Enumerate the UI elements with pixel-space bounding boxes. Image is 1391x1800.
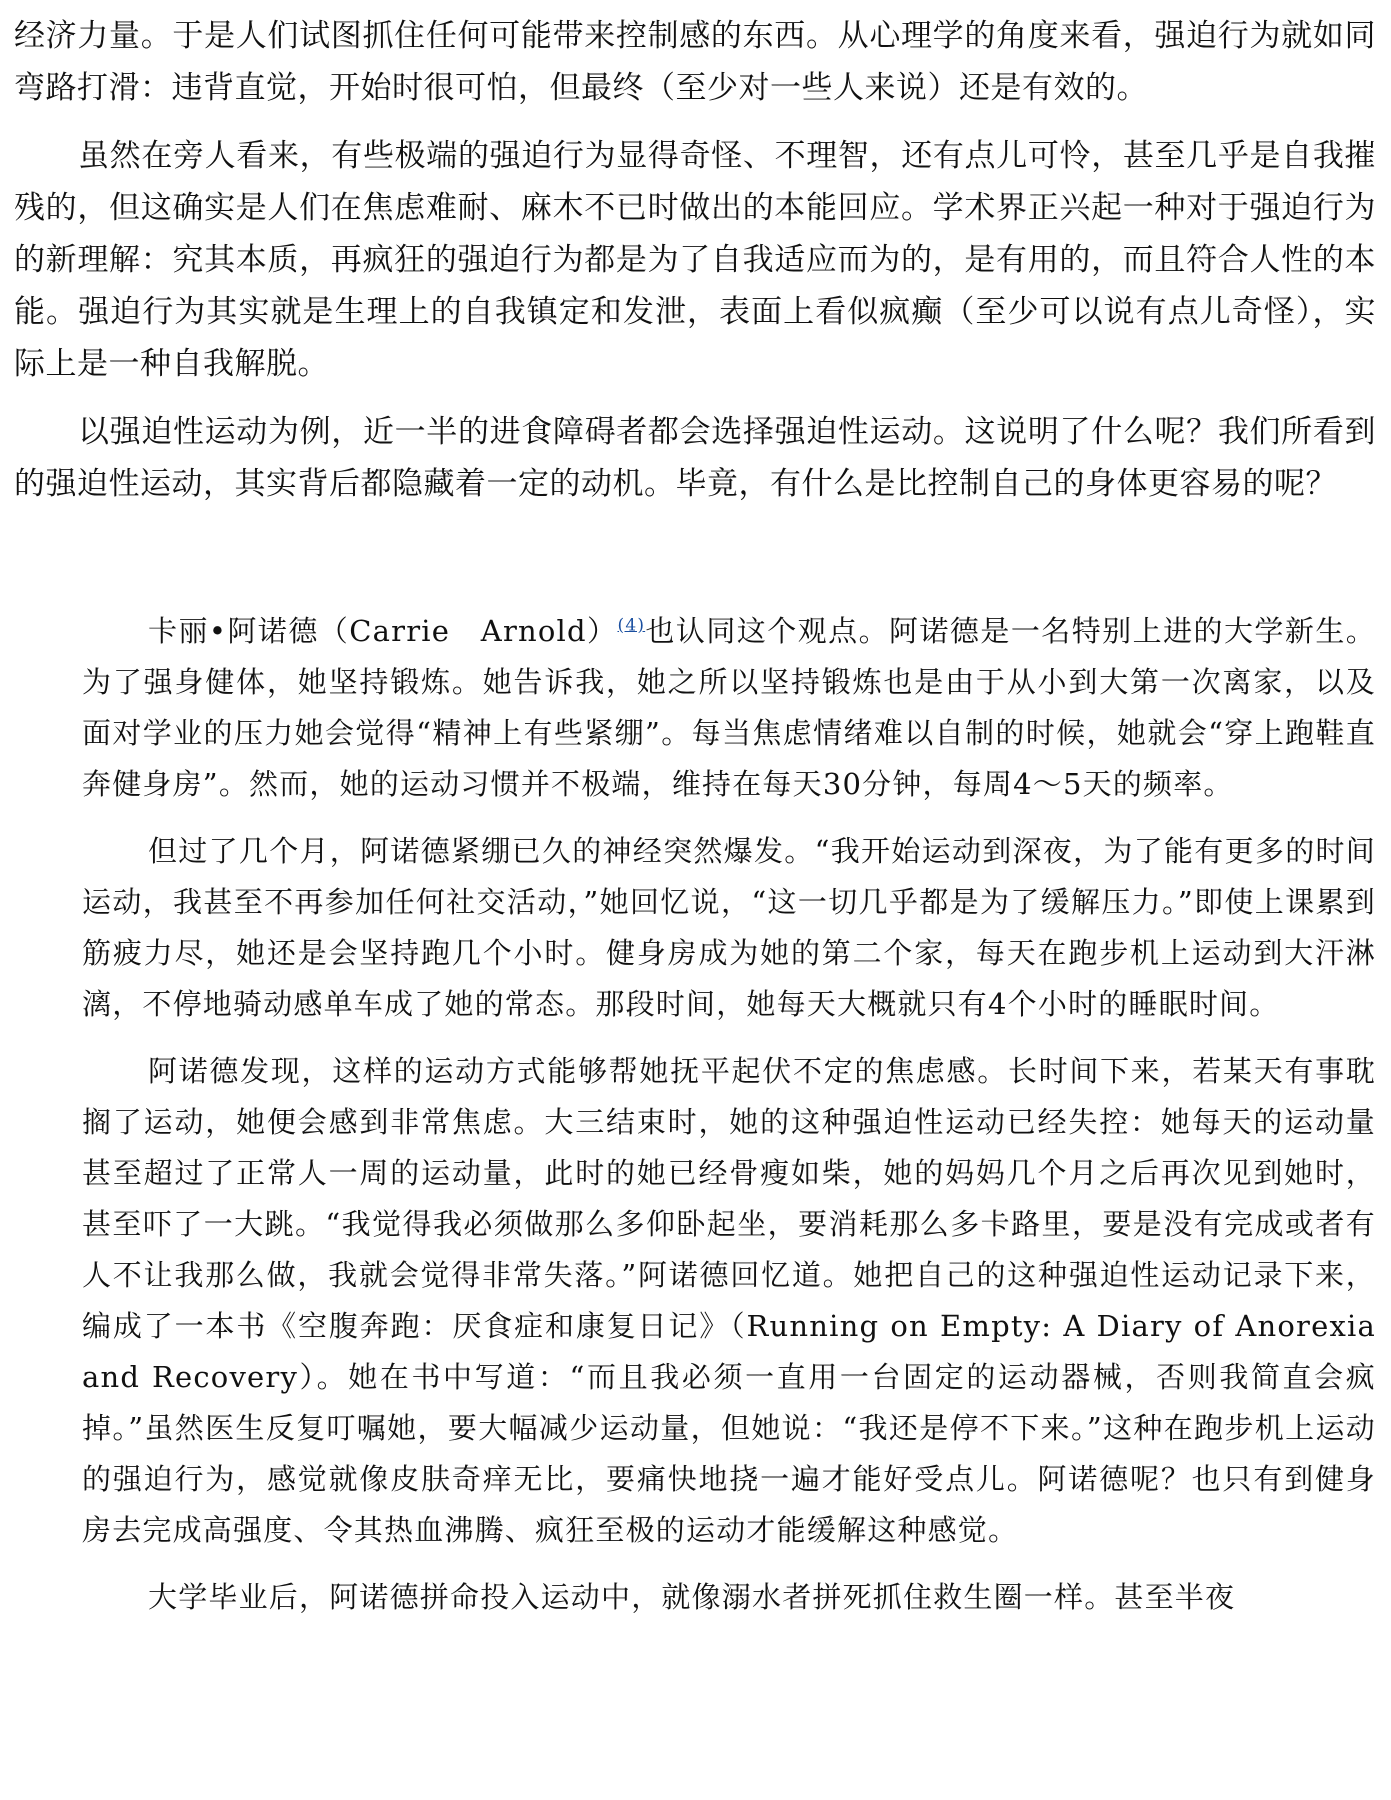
paragraph: 经济力量。于是人们试图抓住任何可能带来控制感的东西。从心理学的角度来看，强迫行为就如同弯路打滑：违背直觉，开始时很可怕，但最终（至少对一些人来说）还是有效的。 bbox=[14, 18, 1376, 106]
quote-paragraph bbox=[82, 606, 1376, 810]
paragraph: 以强迫性运动为例，近一半的进食障碍者都会选择强迫性运动。这说明了什么呢？我们所看到的强迫性运动，其实背后都隐藏着一定的动机。毕竟，有什么是比控制自己的身体更容易的呢？ bbox=[14, 414, 1376, 502]
quote-text: 卡丽•阿诺德（Carrie Arnold） bbox=[148, 614, 618, 648]
body-text bbox=[14, 10, 1376, 526]
footnote-link[interactable]: (4) bbox=[617, 615, 646, 636]
quote-paragraph: 但过了几个月，阿诺德紧绷已久的神经突然爆发。“我开始运动到深夜，为了能有更多的时间运动，我甚至不再参加任何社交活动，”她回忆说，“这一切几乎都是为了缓解压力。”即使上课累到筋疲力尽，她还是会坚持跑几个小时。健身房成为她的第二个家，每天在跑步机上运动到大汗淋漓，不停地骑动感单车成了她的常态。那段时间，她每天大概就只有4个小时的睡眠时间。 bbox=[82, 834, 1376, 1021]
quote-text: 也认同这个观点。阿诺德是一名特别上进的大学新生。为了强身健体，她坚持锻炼。她告诉我，她之所以坚持锻炼也是由于从小到大第一次离家，以及面对学业的压力她会觉得“精神上有些紧绷”。每当焦虑情绪难以自制的时候，她就会“穿上跑鞋直奔健身房”。然而，她的运动习惯并不极端，维持在每天30分钟，每周4～5天的频率。 bbox=[82, 614, 1376, 801]
paragraph: 虽然在旁人看来，有些极端的强迫行为显得奇怪、不理智，还有点儿可怜，甚至几乎是自我摧残的，但这确实是人们在焦虑难耐、麻木不已时做出的本能回应。学术界正兴起一种对于强迫行为的新理解：究其本质，再疯狂的强迫行为都是为了自我适应而为的，是有用的，而且符合人性的本能。强迫行为其实就是生理上的自我镇定和发泄，表面上看似疯癫（至少可以说有点儿奇怪），实际上是一种自我解脱。 bbox=[14, 138, 1376, 382]
quote-paragraph: 阿诺德发现，这样的运动方式能够帮她抚平起伏不定的焦虑感。长时间下来，若某天有事耽搁了运动，她便会感到非常焦虑。大三结束时，她的这种强迫性运动已经失控：她每天的运动量甚至超过了正常人一周的运动量，此时的她已经骨瘦如柴，她的妈妈几个月之后再次见到她时，甚至吓了一大跳。“我觉得我必须做那么多仰卧起坐，要消耗那么多卡路里，要是没有完成或者有人不让我那么做，我就会觉得非常失落。”阿诺德回忆道。她把自己的这种强迫性运动记录下来，编成了一本书《空腹奔跑：厌食症和康复日记》（Running on Empty: A Diary of Anorexia and Recovery）。她在书中写道：“而且我必须一直用一台固定的运动器械，否则我简直会疯掉。”虽然医生反复叮嘱她，要大幅减少运动量，但她说：“我还是停不下来。”这种在跑步机上运动的强迫行为，感觉就像皮肤奇痒无比，要痛快地挠一遍才能好受点儿。阿诺德呢？也只有到健身房去完成高强度、令其热血沸腾、疯狂至极的运动才能缓解这种感觉。 bbox=[82, 1054, 1376, 1547]
block-quote bbox=[82, 606, 1376, 1639]
quote-paragraph: 大学毕业后，阿诺德拼命投入运动中，就像溺水者拼死抓住救生圈一样。甚至半夜 bbox=[148, 1580, 1236, 1614]
